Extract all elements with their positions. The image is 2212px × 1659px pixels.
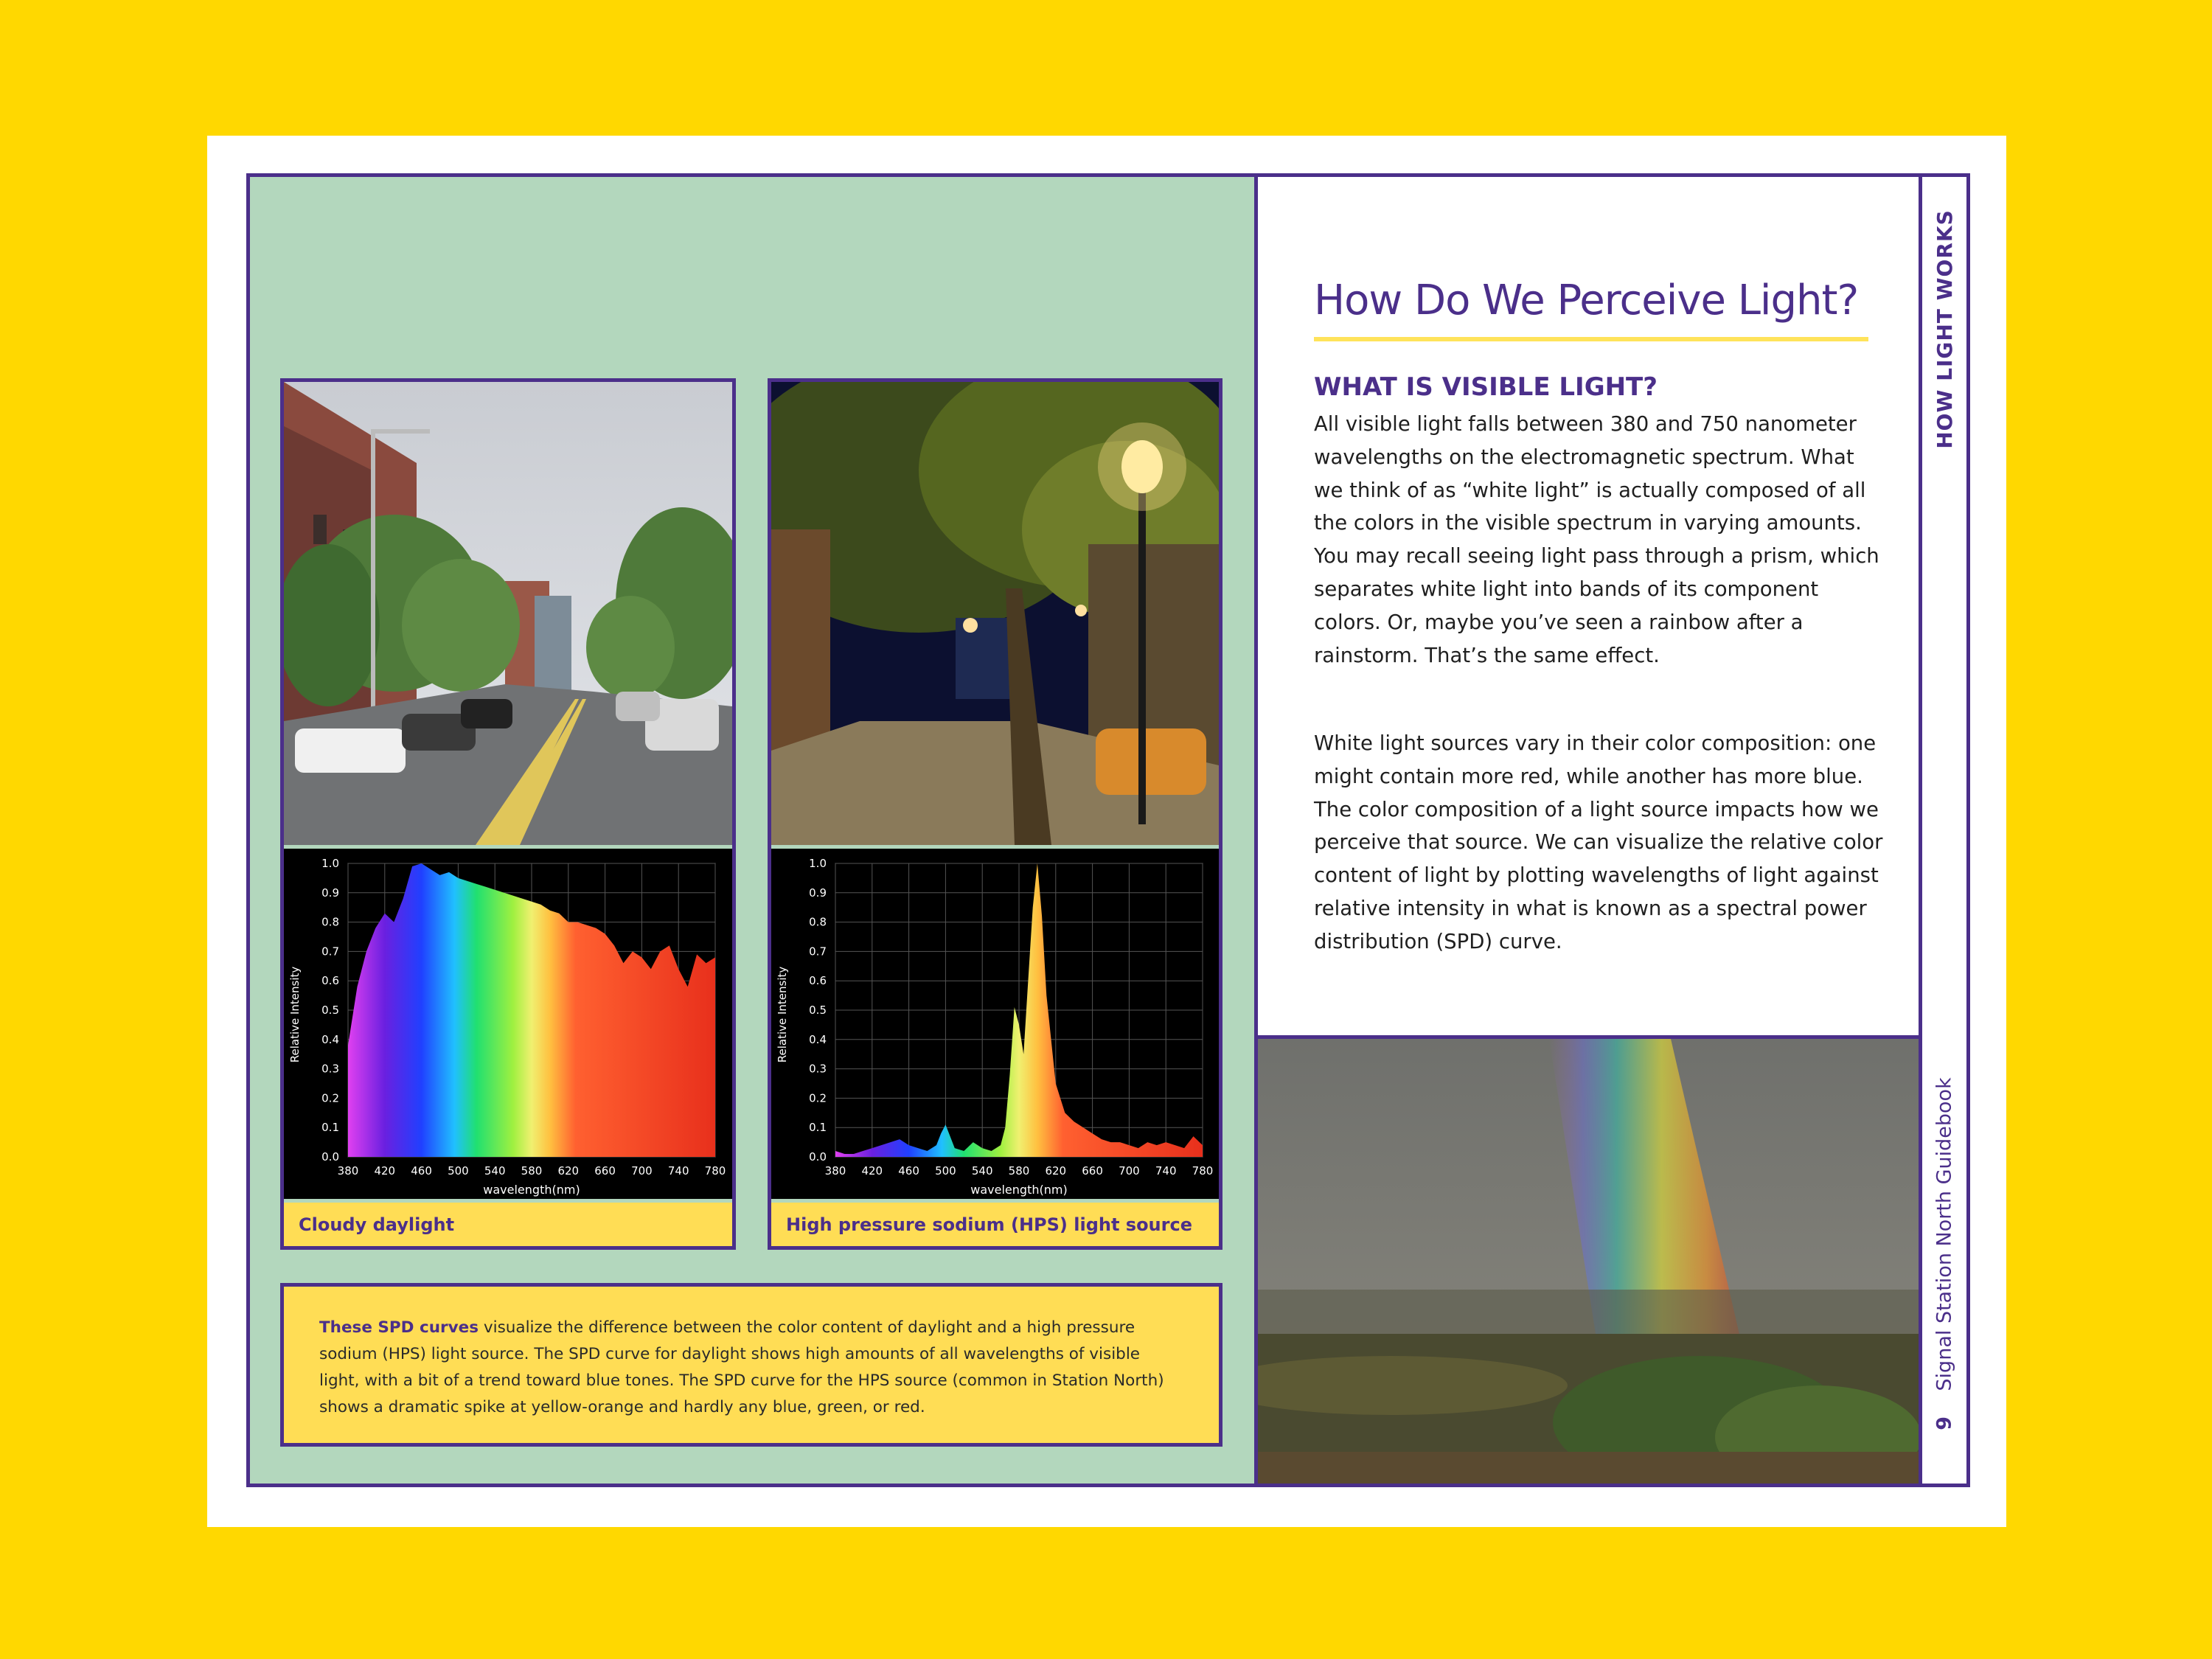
y-tick-label: 0.4 — [809, 1032, 827, 1046]
x-tick-label: 420 — [861, 1164, 883, 1178]
x-axis-label: wavelength(nm) — [970, 1183, 1068, 1197]
y-axis-label: Relative Intensity — [288, 966, 302, 1063]
x-tick-label: 780 — [1192, 1164, 1214, 1178]
x-tick-label: 420 — [374, 1164, 396, 1178]
y-tick-label: 1.0 — [809, 857, 827, 870]
x-tick-label: 740 — [1155, 1164, 1177, 1178]
x-tick-label: 660 — [594, 1164, 616, 1178]
y-tick-label: 0.5 — [809, 1004, 827, 1017]
note-lead: These SPD curves — [319, 1318, 479, 1337]
y-tick-label: 0.8 — [809, 915, 827, 929]
body-paragraph-1: All visible light falls between 380 and 750 nanometer wavelengths on the electromagnetic spectrum. What we think of as “white light” is actually composed of all the colors in the visible spectrum in varying amounts. You may recall seeing light pass through a prism, which separates white light into bands of its component colors. Or, maybe you’ve seen a rainbow after a rainstorm. That’s the same effect. — [1314, 412, 1879, 667]
street-daylight-photo — [284, 382, 732, 845]
y-tick-label: 0.3 — [321, 1062, 339, 1076]
x-tick-label: 380 — [337, 1164, 359, 1178]
y-tick-label: 0.9 — [321, 886, 339, 900]
x-tick-label: 540 — [971, 1164, 993, 1178]
x-tick-label: 460 — [898, 1164, 919, 1178]
y-tick-label: 0.6 — [321, 974, 339, 988]
y-tick-label: 0.7 — [321, 945, 339, 959]
caption-daylight: Cloudy daylight — [284, 1203, 732, 1246]
page-title: How Do We Perceive Light? — [1314, 276, 1859, 324]
sidebar-section — [1922, 211, 1966, 447]
sidebar-footer — [1922, 1040, 1966, 1467]
rainbow-photo — [1258, 1039, 1919, 1484]
spd-note-box — [280, 1283, 1222, 1447]
x-tick-label: 700 — [1119, 1164, 1140, 1178]
page-number: 9 — [1933, 1416, 1956, 1430]
x-tick-label: 380 — [824, 1164, 846, 1178]
y-tick-label: 0.1 — [321, 1121, 339, 1135]
y-tick-label: 0.8 — [321, 915, 339, 929]
y-tick-label: 0.0 — [321, 1150, 339, 1164]
x-tick-label: 620 — [1045, 1164, 1067, 1178]
y-tick-label: 1.0 — [321, 857, 339, 870]
x-tick-label: 580 — [521, 1164, 543, 1178]
y-tick-label: 0.2 — [809, 1091, 827, 1105]
x-tick-label: 500 — [448, 1164, 469, 1178]
x-tick-label: 460 — [411, 1164, 432, 1178]
x-tick-label: 700 — [631, 1164, 653, 1178]
guidebook-title: Signal Station North Guidebook — [1933, 1077, 1956, 1391]
title-underline — [1314, 337, 1868, 341]
sidebar-section-label: HOW LIGHT WORKS — [1932, 209, 1957, 449]
body-paragraph-2: White light sources vary in their color composition: one might contain more red, while another has more blue. The color composition of a light source impacts how we perceive that source. We can visualize the relative color content of light by plotting wavelengths of light against relative intensity in what is known as a spectral power distribution (SPD) curve. — [1314, 731, 1883, 953]
y-axis-label: Relative Intensity — [776, 966, 789, 1063]
y-tick-label: 0.0 — [809, 1150, 827, 1164]
daylight-spd-svg — [284, 849, 732, 1199]
x-tick-label: 780 — [704, 1164, 726, 1178]
y-tick-label: 0.4 — [321, 1032, 339, 1046]
y-tick-label: 0.3 — [809, 1062, 827, 1076]
street-night-photo — [771, 382, 1219, 845]
x-tick-label: 620 — [557, 1164, 580, 1178]
y-tick-label: 0.5 — [321, 1004, 339, 1017]
daylight-spd-chart — [284, 849, 732, 1199]
y-tick-label: 0.2 — [321, 1091, 339, 1105]
x-tick-label: 660 — [1082, 1164, 1103, 1178]
hps-spd-svg — [771, 849, 1219, 1199]
sidebar-guidebook-label — [1933, 1077, 1956, 1430]
y-tick-label: 0.1 — [809, 1121, 827, 1135]
y-tick-label: 0.7 — [809, 945, 827, 959]
y-tick-label: 0.9 — [809, 886, 827, 900]
note-text: visualize the difference between the color content of daylight and a high pressure sodium (HPS) light source. The SPD curve for daylight shows high amounts of all wavelengths of visible light, with a bit of a trend toward blue tones. The SPD curve for the HPS source (common in Station North) shows a dramatic spike at yellow-orange and hardly any blue, green, or red. — [319, 1318, 1164, 1416]
x-axis-label: wavelength(nm) — [483, 1183, 580, 1197]
x-tick-label: 540 — [484, 1164, 506, 1178]
x-tick-label: 740 — [667, 1164, 689, 1178]
x-tick-label: 500 — [935, 1164, 956, 1178]
x-tick-label: 580 — [1008, 1164, 1030, 1178]
hps-spd-chart — [771, 849, 1219, 1199]
caption-hps: High pressure sodium (HPS) light source — [771, 1203, 1219, 1246]
y-tick-label: 0.6 — [809, 974, 827, 988]
section-heading: WHAT IS VISIBLE LIGHT? — [1314, 372, 1658, 402]
